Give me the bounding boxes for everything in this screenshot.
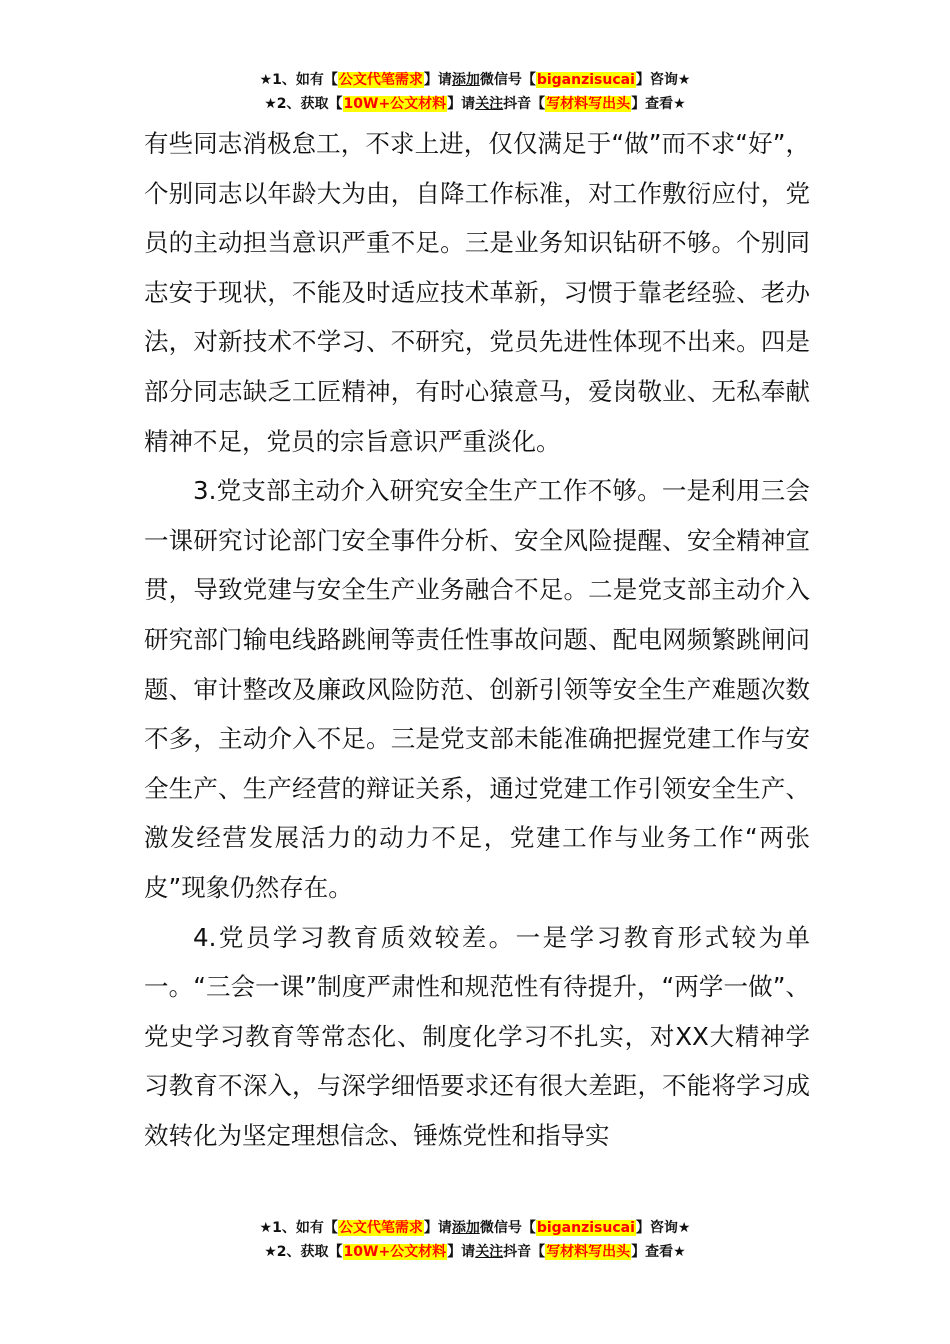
paragraph-4: 4.党员学习教育质效较差。一是学习教育形式较为单一。“三会一课”制度严肃性和规范性有待提升，“两学一做”、党史学习教育等常态化、制度化学习不扎实，对XX大精神学习教育不深入，与深学细悟要求还有很大差距，不能将学习成效转化为坚定理想信念、锤炼党性和指导实 xyxy=(144,922,810,1150)
header-highlight-douyin-account: 写材料写出头 xyxy=(546,96,631,112)
header-highlight-materials: 10W+公文材料 xyxy=(343,96,447,112)
header-line-2 xyxy=(0,92,950,116)
header-banner xyxy=(0,68,950,116)
paragraph-3: 3.党支部主动介入研究安全生产工作不够。一是利用三会一课研究讨论部门安全事件分析、安全风险提醒、安全精神宣贯，导致党建与安全生产业务融合不足。二是党支部主动介入研究部门输电线路跳闸等责任性事故问题、配电网频繁跳闸问题、审计整改及廉政风险防范、创新引领等安全生产难题次数不多，主动介入不足。三是党支部未能准确把握党建工作与安全生产、生产经营的辩证关系，通过党建工作引领安全生产、激发经营发展活力的动力不足，党建工作与业务工作“两张皮”现象仍然存在。 xyxy=(144,476,810,902)
header-line-1-text-2: 微信号【 xyxy=(479,72,536,88)
header-line-2-prefix: ★2、获取【 xyxy=(264,96,343,112)
header-highlight-service: 公文代笔需求 xyxy=(338,72,423,88)
footer-highlight-douyin-account: 写材料写出头 xyxy=(546,1244,631,1260)
footer-line-1-text-2: 微信号【 xyxy=(479,1220,536,1236)
footer-underlined-follow: 关注 xyxy=(475,1244,504,1260)
footer-underlined-add: 添加 xyxy=(451,1220,480,1236)
header-line-1-suffix: 】咨询★ xyxy=(635,72,691,88)
paragraph-continuation: 有些同志消极怠工，不求上进，仅仅满足于“做”而不求“好”，个别同志以年龄大为由，自降工作标准，对工作敷衍应付，党员的主动担当意识严重不足。三是业务知识钻研不够。个别同志安于现状，不能及时适应技术革新，习惯于靠老经验、老办法，对新技术不学习、不研究，党员先进性体现不出来。四是部分同志缺乏工匠精神，有时心猿意马，爱岗敬业、无私奉献精神不足，党员的宗旨意识严重淡化。 xyxy=(144,129,810,456)
header-line-1-text: 】请 xyxy=(423,72,452,88)
footer-banner xyxy=(0,1216,950,1264)
header-underlined-follow: 关注 xyxy=(475,96,504,112)
footer-line-1-prefix: ★1、如有【 xyxy=(259,1220,338,1236)
document-body xyxy=(144,119,810,1160)
header-underlined-add: 添加 xyxy=(451,72,480,88)
footer-line-2-prefix: ★2、获取【 xyxy=(264,1244,343,1260)
footer-line-1 xyxy=(0,1216,950,1240)
header-line-2-text: 】请 xyxy=(447,96,476,112)
footer-line-2-text-2: 抖音【 xyxy=(503,1244,546,1260)
footer-highlight-service: 公文代笔需求 xyxy=(338,1220,423,1236)
header-highlight-wechat-id: biganzisucai xyxy=(536,72,635,88)
footer-highlight-wechat-id: biganzisucai xyxy=(536,1220,635,1236)
footer-line-1-suffix: 】咨询★ xyxy=(635,1220,691,1236)
footer-line-2-suffix: 】查看★ xyxy=(631,1244,686,1260)
header-line-2-text-2: 抖音【 xyxy=(503,96,546,112)
footer-line-1-text: 】请 xyxy=(423,1220,452,1236)
header-line-1 xyxy=(0,68,950,92)
header-line-2-suffix: 】查看★ xyxy=(631,96,686,112)
header-line-1-prefix: ★1、如有【 xyxy=(259,72,338,88)
footer-highlight-materials: 10W+公文材料 xyxy=(343,1244,447,1260)
footer-line-2 xyxy=(0,1240,950,1264)
footer-line-2-text: 】请 xyxy=(447,1244,476,1260)
